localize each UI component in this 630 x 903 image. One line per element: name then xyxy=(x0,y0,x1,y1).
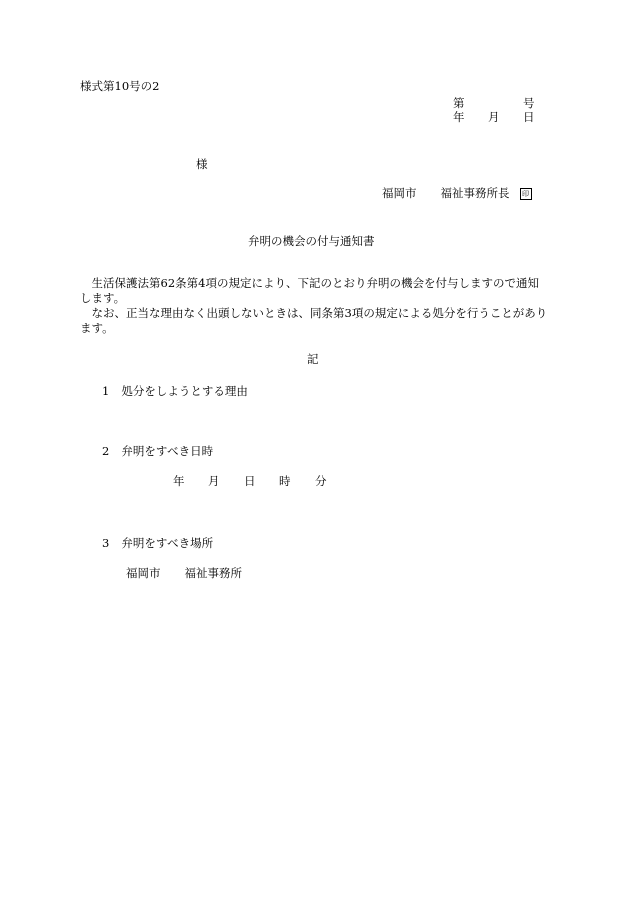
doc-number-dai: 第 xyxy=(453,96,465,110)
datetime-minute: 分 xyxy=(315,474,327,488)
ki-heading: 記 xyxy=(307,352,319,366)
item-3-label: 弁明をすべき場所 xyxy=(121,536,214,550)
place-office: 福祉事務所 xyxy=(184,566,242,580)
item-1-number: 1 xyxy=(102,384,110,398)
seal-mark: 印 xyxy=(520,188,532,200)
date-day: 日 xyxy=(523,110,535,124)
form-number: 様式第10号の2 xyxy=(80,79,160,93)
document-title: 弁明の機会の付与通知書 xyxy=(248,234,375,248)
item-3 xyxy=(102,536,213,550)
item-3-number: 3 xyxy=(102,536,110,550)
item-2 xyxy=(102,444,213,458)
date-year: 年 xyxy=(453,110,465,124)
datetime-day: 日 xyxy=(244,474,256,488)
place xyxy=(126,566,242,580)
item-1 xyxy=(102,384,248,398)
place-city: 福岡市 xyxy=(126,566,161,580)
body-paragraph-1: 生活保護法第62条第4項の規定により、下記のとおり弁明の機会を付与しますので通知します。 xyxy=(80,276,539,305)
item-1-label: 処分をしようとする理由 xyxy=(121,384,248,398)
item-2-label: 弁明をすべき日時 xyxy=(121,444,214,458)
issuer-office: 福祉事務所長 xyxy=(440,186,510,200)
datetime-hour: 時 xyxy=(279,474,291,488)
issuer-city: 福岡市 xyxy=(382,186,417,200)
date-month: 月 xyxy=(488,110,500,124)
datetime-month: 月 xyxy=(208,474,220,488)
datetime-year: 年 xyxy=(173,474,185,488)
item-2-number: 2 xyxy=(102,444,110,458)
body-paragraph-2: なお、正当な理由なく出頭しないときは、同条第3項の規定による処分を行うことがあります。 xyxy=(80,306,548,335)
doc-number-go: 号 xyxy=(523,96,535,110)
addressee-suffix: 様 xyxy=(196,157,208,171)
issuer xyxy=(382,186,532,200)
